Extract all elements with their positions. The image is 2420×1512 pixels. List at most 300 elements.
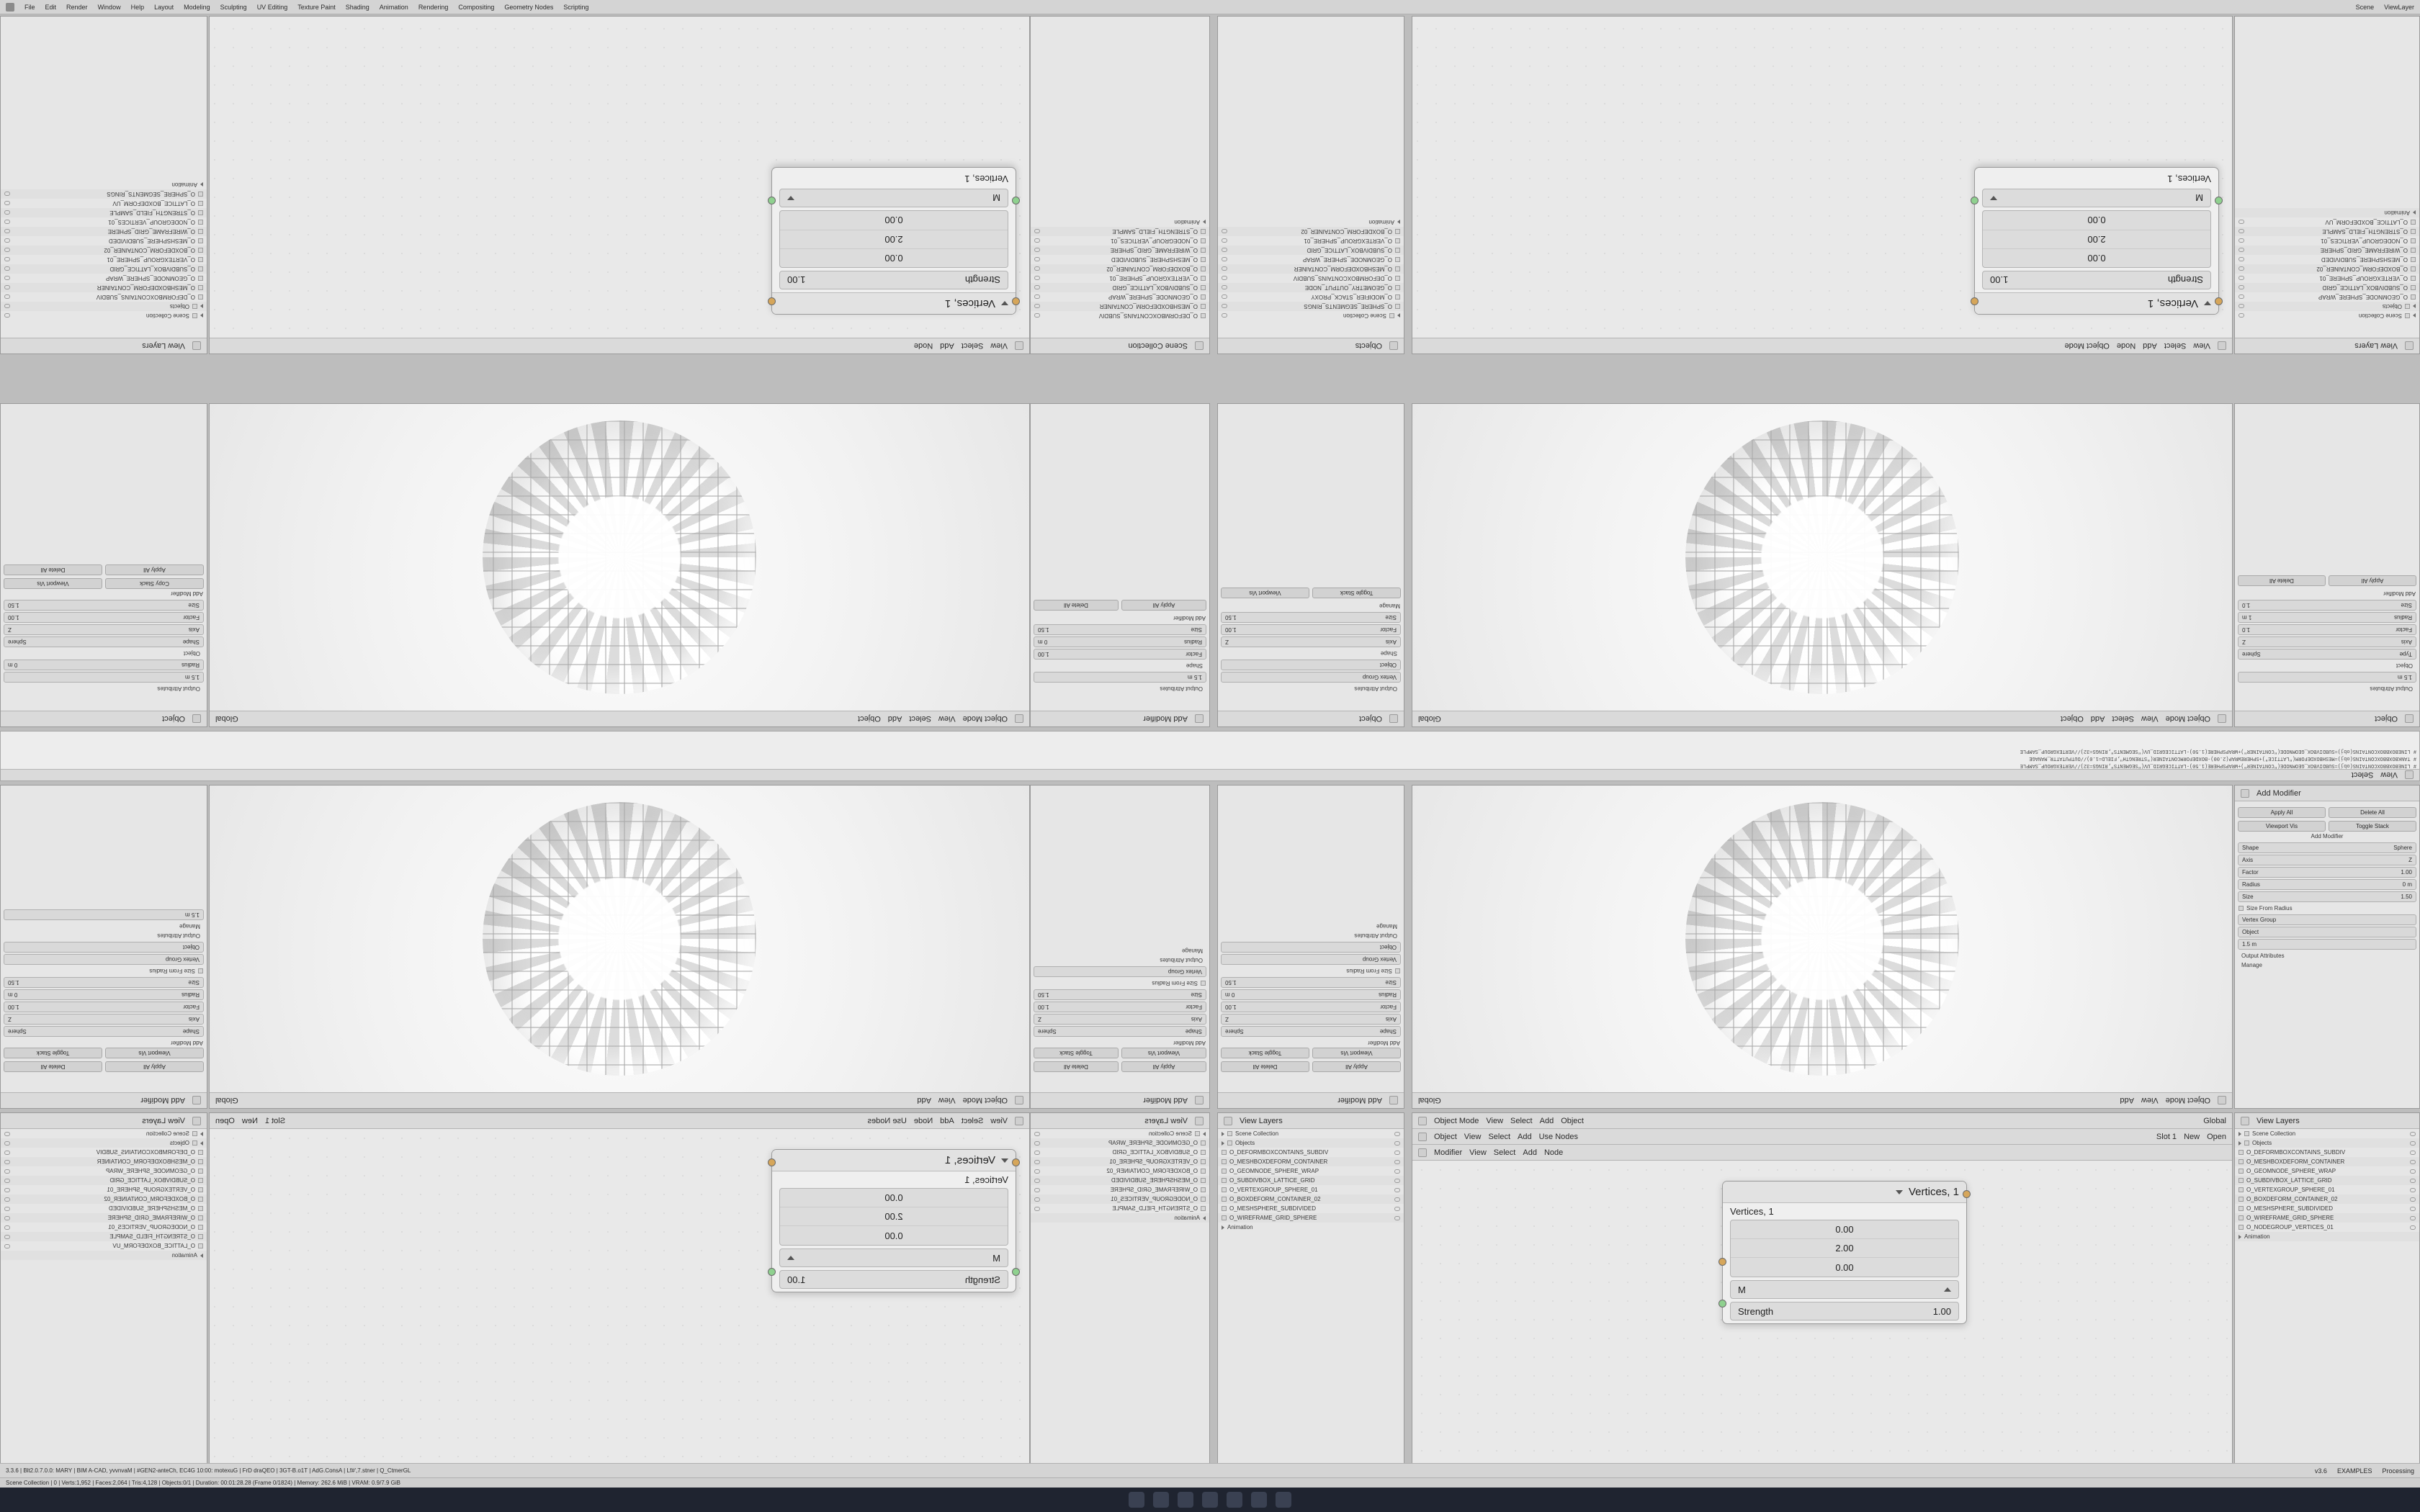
menu-view[interactable]: View: [990, 1116, 1008, 1125]
outliner-scene-collection[interactable]: Scene Collection: [1128, 341, 1188, 351]
sphere-object[interactable]: [1685, 802, 1959, 1076]
vector-z[interactable]: 0.00: [2087, 215, 2106, 226]
geometry-in-socket[interactable]: [1012, 197, 1020, 204]
viewport-header-left[interactable]: [210, 711, 1029, 726]
field-value[interactable]: Z: [8, 1016, 12, 1022]
taskbar-icon-files[interactable]: [1129, 1492, 1144, 1508]
vector-y[interactable]: 2.00: [1983, 230, 2210, 248]
text-editor-icon[interactable]: [2405, 771, 2414, 780]
geometry-in-socket[interactable]: [1012, 1268, 1020, 1276]
modifier-panel-right-r3[interactable]: [2234, 785, 2420, 1109]
axis-dropdown-icon[interactable]: [1990, 196, 1997, 200]
outliner-bottom-right[interactable]: [2234, 1112, 2420, 1472]
field-value[interactable]: 0 m: [1225, 991, 1235, 998]
properties-right-r2[interactable]: [2234, 403, 2420, 727]
slot-selector[interactable]: Slot 1: [2156, 1132, 2177, 1141]
viewport-canvas-right-r3[interactable]: [1412, 786, 2232, 1092]
node-canvas-br[interactable]: [1412, 1161, 2232, 1472]
open-button[interactable]: Open: [215, 1116, 235, 1125]
menu-object[interactable]: Object: [1561, 1116, 1584, 1125]
field-value[interactable]: 0 m: [2402, 881, 2412, 888]
menu-select[interactable]: Select: [1510, 1116, 1533, 1125]
editor-type-icon[interactable]: [1015, 1097, 1023, 1105]
topbar-menu-render[interactable]: Render: [66, 3, 88, 11]
node-vector-field[interactable]: [779, 1188, 1008, 1246]
size-from-radius-checkbox[interactable]: [1, 966, 207, 976]
editor-type-icon[interactable]: [1015, 1117, 1023, 1125]
field-value[interactable]: 1.00: [1038, 1004, 1049, 1010]
output-socket-vector[interactable]: [1963, 1190, 1971, 1198]
node-axis-row[interactable]: [1730, 1280, 1959, 1299]
node-vector-field[interactable]: [1730, 1220, 1959, 1277]
delete-all-button[interactable]: Delete All: [4, 564, 102, 575]
vector-in-socket[interactable]: [1718, 1258, 1726, 1266]
field-value[interactable]: 1.00: [2401, 869, 2412, 876]
menu-add[interactable]: Add: [940, 341, 954, 351]
wrench-icon[interactable]: [192, 715, 201, 724]
outliner-header-tl[interactable]: [1, 338, 207, 354]
node-header-bl[interactable]: [772, 1150, 1016, 1171]
menu-select[interactable]: Select: [961, 1116, 984, 1125]
sphere-object[interactable]: [483, 802, 756, 1076]
code-line-1[interactable]: # LINEBOXBBOXCONTAINS(obj)=SUBDIVBOX_GEOMNODE("CONTAINER")+WRAPSPHERE(1.50)-LATTICEGRID_UV("SEGMENTS",RINGS=32)//VERTEXGROUP_SAMPLE: [2020, 762, 2416, 768]
menu-add[interactable]: Add: [2120, 1096, 2134, 1105]
section-label[interactable]: Manage: [1379, 603, 1400, 609]
field-value[interactable]: Sphere: [8, 639, 27, 645]
node-canvas-bl[interactable]: [210, 1129, 1029, 1472]
editor-type-icon[interactable]: [2218, 342, 2226, 351]
outliner-view-layer-label[interactable]: View Layers: [1240, 1116, 1283, 1125]
output-attributes-section[interactable]: [1, 684, 207, 693]
node-canvas-tl[interactable]: [210, 17, 1029, 338]
viewport-vis-button[interactable]: Viewport Vis: [4, 578, 102, 589]
topbar-menu-file[interactable]: File: [24, 3, 35, 11]
section-label[interactable]: Add Modifier: [2383, 590, 2416, 597]
geometry-out-socket[interactable]: [768, 197, 776, 204]
text-editor-header[interactable]: [1, 769, 2419, 780]
topbar-menu-edit[interactable]: Edit: [45, 3, 57, 11]
node-vector-field[interactable]: [1982, 210, 2211, 268]
menu-node[interactable]: Node: [913, 1116, 933, 1125]
menu-add[interactable]: Add: [2090, 714, 2105, 724]
transform-orientation-label[interactable]: Global: [215, 714, 238, 724]
field-value[interactable]: 0 m: [1038, 639, 1048, 645]
outliner-top-right[interactable]: [2234, 16, 2420, 354]
field-value[interactable]: 1.5 m: [184, 674, 200, 680]
output-socket-vector[interactable]: [1971, 297, 1978, 305]
delete-all-button[interactable]: Delete All: [1221, 1061, 1309, 1072]
viewport-left-r3[interactable]: [209, 785, 1030, 1109]
apply-all-button[interactable]: Apply All: [1121, 600, 1206, 611]
viewport-canvas-left[interactable]: [210, 404, 1029, 711]
node-strength-row[interactable]: [1730, 1302, 1959, 1320]
modifier-panel-left-r3[interactable]: [0, 785, 207, 1109]
node-axis-row[interactable]: [1982, 189, 2211, 207]
toggle-stack-button[interactable]: Toggle Stack: [4, 1048, 102, 1058]
editor-type-icon[interactable]: [2218, 715, 2226, 724]
node-vector-field[interactable]: [779, 210, 1008, 268]
node-axis-row[interactable]: [779, 189, 1008, 207]
node-canvas-tr[interactable]: [1412, 17, 2232, 338]
editor-type-icon[interactable]: [1015, 715, 1023, 724]
menu-select[interactable]: Select: [909, 714, 931, 724]
viewport-vis-button[interactable]: Viewport Vis: [1312, 1048, 1401, 1058]
field-value[interactable]: 1.50: [1225, 979, 1237, 986]
delete-all-button[interactable]: Delete All: [1034, 600, 1119, 611]
section-label[interactable]: Add Modifier: [2311, 833, 2344, 840]
menu-node[interactable]: Node: [1543, 1148, 1564, 1157]
strength-value[interactable]: 1.00: [1932, 1305, 1951, 1317]
viewport-mode-label[interactable]: Object Mode: [962, 1096, 1008, 1105]
workspace-tab-geometry-nodes[interactable]: Geometry Nodes: [504, 3, 554, 11]
workspace-tab-rendering[interactable]: Rendering: [418, 3, 449, 11]
properties-left-r2[interactable]: [0, 403, 207, 727]
workspace-tab-modeling[interactable]: Modeling: [184, 3, 210, 11]
section-label[interactable]: Add Modifier: [1173, 1040, 1206, 1046]
node-header-tl[interactable]: [772, 292, 1016, 314]
section-label[interactable]: Add Modifier: [171, 590, 203, 597]
field-value[interactable]: Z: [8, 626, 12, 633]
topbar-viewlayer-label[interactable]: ViewLayer: [2384, 3, 2414, 11]
menu-view[interactable]: View: [2141, 1096, 2159, 1105]
viewport-header-right[interactable]: [1412, 711, 2232, 726]
editor-type-icon[interactable]: [2218, 1097, 2226, 1105]
viewport-vis-button[interactable]: Viewport Vis: [105, 1048, 204, 1058]
vector-z[interactable]: 0.00: [884, 215, 903, 226]
taskbar[interactable]: [0, 1488, 2420, 1512]
text-editor-strip[interactable]: [0, 731, 2420, 781]
field-value[interactable]: 1.5 m: [184, 912, 200, 918]
toggle-stack-button[interactable]: Toggle Stack: [1034, 1048, 1119, 1058]
node-axis-row[interactable]: [779, 1248, 1008, 1267]
viewport-vis-button[interactable]: Viewport Vis: [1121, 1048, 1206, 1058]
section-label[interactable]: Add Modifier: [1173, 615, 1206, 621]
field-value[interactable]: 1.00: [1225, 1004, 1237, 1010]
workspace-tab-sculpting[interactable]: Sculpting: [220, 3, 247, 11]
outliner-bottom-center-left[interactable]: [1030, 1112, 1210, 1472]
outliner-objects-label[interactable]: Objects: [1355, 341, 1382, 351]
output-socket-vector[interactable]: [768, 297, 776, 305]
field-value[interactable]: 1.50: [1038, 991, 1049, 998]
delete-all-button[interactable]: Delete All: [2329, 807, 2416, 818]
menu-add[interactable]: Add: [887, 714, 902, 724]
outliner-view-layer-label[interactable]: View Layers: [142, 341, 185, 351]
node-editor-top-right[interactable]: [1412, 16, 2233, 354]
use-nodes-toggle[interactable]: Use Nodes: [867, 1116, 907, 1125]
transform-orientation-label[interactable]: Global: [1418, 714, 1441, 724]
field-value[interactable]: 1.00: [1225, 626, 1237, 633]
viewport-header-right-r3[interactable]: [1412, 1092, 2232, 1108]
vector-x[interactable]: 0.00: [1731, 1220, 1958, 1239]
viewport-left[interactable]: [209, 403, 1030, 727]
menu-view[interactable]: View: [2380, 770, 2398, 780]
viewport-header-left-r3[interactable]: [210, 1092, 1029, 1108]
taskbar-icon-settings[interactable]: [1251, 1492, 1267, 1508]
sphere-object[interactable]: [483, 420, 756, 694]
new-button[interactable]: New: [2184, 1132, 2200, 1141]
field-value[interactable]: 1.0: [2242, 626, 2251, 633]
menu-select[interactable]: Select: [961, 341, 984, 351]
editor-type-icon[interactable]: [1015, 342, 1023, 351]
code-line-2[interactable]: # TANKBOXBBOXCONTAINS(obj)=MESHBOXDEFORM("LATTICE")+SPHEREWRAP(2.00)-BOXDEFORMCONTAINER("STRENGTH",FIELD=1.0)//OUTPUTATTR_MANAGE: [2029, 755, 2416, 761]
copy-stack-button[interactable]: Copy Stack: [105, 578, 204, 589]
apply-all-button[interactable]: Apply All: [105, 564, 204, 575]
use-nodes-toggle[interactable]: Use Nodes: [1538, 1132, 1579, 1141]
field-value[interactable]: 1.00: [8, 1004, 19, 1010]
sphere-object[interactable]: [1685, 420, 1959, 694]
section-label[interactable]: Add Modifier: [171, 1040, 203, 1046]
viewport-canvas-right[interactable]: [1412, 404, 2232, 711]
outliner-bottom-center-right[interactable]: [1217, 1112, 1404, 1472]
field-value[interactable]: 1.00: [1038, 651, 1049, 657]
outliner-rows-tcr[interactable]: [1218, 217, 1404, 338]
output-socket-vector[interactable]: [768, 1158, 776, 1166]
menu-add[interactable]: Add: [2143, 341, 2157, 351]
menu-add[interactable]: Add: [1539, 1116, 1554, 1125]
size-from-radius-checkbox[interactable]: [2235, 904, 2419, 913]
strength-value[interactable]: 1.00: [787, 1274, 806, 1285]
geometry-out-socket[interactable]: [768, 1268, 776, 1276]
wrench-icon[interactable]: [2241, 789, 2249, 798]
menu-select[interactable]: Select: [2164, 341, 2187, 351]
node-editor-bottom-right[interactable]: [1412, 1112, 2233, 1472]
node-editor-modifier-header-br[interactable]: [1412, 1145, 2232, 1161]
node-editor-header-tl[interactable]: [210, 338, 1029, 354]
node-strength-row[interactable]: [1982, 271, 2211, 289]
menu-view[interactable]: View: [1469, 1148, 1487, 1157]
menu-select[interactable]: Select: [2112, 714, 2134, 724]
vertices-node-br[interactable]: [1722, 1181, 1967, 1324]
wrench-icon[interactable]: [1389, 715, 1398, 724]
outliner-rows-tl[interactable]: [1, 180, 207, 338]
field-value[interactable]: 1.50: [1038, 626, 1049, 633]
field-value[interactable]: 0 m: [8, 662, 18, 668]
field-value[interactable]: Z: [2408, 857, 2412, 863]
strength-value[interactable]: 1.00: [1990, 274, 2009, 286]
wrench-icon[interactable]: [192, 1097, 201, 1105]
field-value[interactable]: Z: [1225, 1016, 1229, 1022]
outliner-header-tcr[interactable]: [1218, 338, 1404, 354]
workspace-tab-uv[interactable]: UV Editing: [256, 3, 288, 11]
viewport-vis-button[interactable]: Viewport Vis: [1221, 588, 1309, 598]
modifier-panel-cr-r3[interactable]: [1217, 785, 1404, 1109]
menu-select[interactable]: Select: [1493, 1148, 1516, 1157]
field-value[interactable]: 1.5 m: [1187, 674, 1202, 680]
modifier-label[interactable]: Modifier: [1434, 1148, 1463, 1157]
menu-add[interactable]: Add: [917, 1096, 931, 1105]
apply-all-button[interactable]: Apply All: [2329, 575, 2416, 586]
taskbar-icon-media[interactable]: [1276, 1492, 1291, 1508]
outliner-view-layer-label[interactable]: View Layers: [142, 1116, 185, 1125]
outliner-bottom-left[interactable]: [0, 1112, 207, 1472]
viewport-right-r3[interactable]: [1412, 785, 2233, 1109]
menu-view[interactable]: View: [2141, 714, 2159, 724]
node-header-br[interactable]: [1723, 1182, 1966, 1203]
delete-all-button[interactable]: Delete All: [4, 1061, 102, 1072]
input-socket-vector[interactable]: [2215, 297, 2223, 305]
input-socket-vector[interactable]: [1012, 297, 1020, 305]
geometry-in-socket[interactable]: [1718, 1300, 1726, 1308]
properties-body[interactable]: [1, 562, 207, 711]
node-editor-subheader-br[interactable]: [1412, 1129, 2232, 1145]
field-value[interactable]: 1.5 m: [2242, 941, 2257, 948]
field-value[interactable]: Sphere: [2393, 845, 2412, 851]
apply-all-button[interactable]: Apply All: [2238, 807, 2326, 818]
transform-orientation-label[interactable]: Global: [215, 1096, 238, 1105]
section-label[interactable]: Manage: [179, 923, 200, 930]
input-socket-vector[interactable]: [1012, 1158, 1020, 1166]
outliner-header-tr[interactable]: [2235, 338, 2419, 354]
taskbar-icon-terminal[interactable]: [1153, 1492, 1169, 1508]
mode-selector[interactable]: Object Mode: [1434, 1116, 1479, 1125]
menu-object[interactable]: Object: [858, 714, 881, 724]
object-label[interactable]: Object: [1434, 1132, 1457, 1141]
viewport-mode-label[interactable]: Object Mode: [962, 714, 1008, 724]
node-editor-top-left[interactable]: [209, 16, 1030, 354]
menu-add[interactable]: Add: [1523, 1148, 1537, 1157]
workspace-tab-scripting[interactable]: Scripting: [563, 3, 589, 11]
field-value[interactable]: Z: [2242, 639, 2246, 645]
vertices-node-bl[interactable]: [771, 1149, 1016, 1292]
field-value[interactable]: 1.00: [8, 614, 19, 621]
field-value[interactable]: 0 m: [8, 991, 18, 998]
new-button[interactable]: New: [241, 1116, 258, 1125]
field-value[interactable]: 1 m: [2242, 614, 2252, 621]
menu-view[interactable]: View: [1464, 1132, 1482, 1141]
outliner-view-layer-label[interactable]: View Layers: [1144, 1116, 1188, 1125]
workspace-tab-compositing[interactable]: Compositing: [458, 3, 495, 11]
node-editor-header-tr[interactable]: [1412, 338, 2232, 354]
toggle-stack-button[interactable]: Toggle Stack: [1221, 1048, 1309, 1058]
toggle-stack-button[interactable]: Toggle Stack: [1312, 588, 1401, 598]
wrench-icon[interactable]: [1195, 1097, 1204, 1105]
menu-node[interactable]: Node: [913, 341, 933, 351]
vector-x[interactable]: 0.00: [1983, 248, 2210, 267]
apply-all-button[interactable]: Apply All: [1121, 1061, 1206, 1072]
vertices-node-tr[interactable]: [1974, 167, 2219, 315]
viewport-mode-label[interactable]: Object Mode: [2165, 1096, 2210, 1105]
collapse-caret-icon[interactable]: [1001, 302, 1008, 306]
section-label[interactable]: Manage: [1182, 948, 1203, 954]
vertices-node-tl[interactable]: [771, 167, 1016, 315]
node-editor-bottom-left[interactable]: [209, 1112, 1030, 1472]
field-value[interactable]: Sphere: [2242, 651, 2261, 657]
field-value[interactable]: 1.50: [8, 602, 19, 608]
apply-all-button[interactable]: Apply All: [1312, 1061, 1401, 1072]
section-label[interactable]: Manage: [1376, 923, 1397, 930]
outliner-top-center-right[interactable]: [1217, 16, 1404, 354]
node-editor-header-bl[interactable]: [210, 1113, 1029, 1129]
workspace-tab-texture-paint[interactable]: Texture Paint: [297, 3, 336, 11]
axis-dropdown-icon[interactable]: [1944, 1287, 1951, 1292]
toggle-stack-button[interactable]: Toggle Stack: [2329, 821, 2416, 832]
transform-orientation-label[interactable]: Global: [2203, 1116, 2226, 1125]
wrench-icon[interactable]: [2405, 715, 2414, 724]
menu-view[interactable]: View: [990, 341, 1008, 351]
outliner-view-layer-label[interactable]: View Layers: [2257, 1116, 2300, 1125]
field-value[interactable]: Sphere: [1225, 1028, 1244, 1035]
field-value[interactable]: 1.50: [2401, 894, 2412, 900]
outliner-top-left[interactable]: [0, 16, 207, 354]
axis-dropdown-icon[interactable]: [787, 196, 794, 200]
collapse-caret-icon[interactable]: [1001, 1158, 1008, 1163]
properties-center-right-r2[interactable]: [1217, 403, 1404, 727]
open-button[interactable]: Open: [2207, 1132, 2226, 1141]
workspace-tab-layout[interactable]: Layout: [154, 3, 174, 11]
outliner-view-layer-label[interactable]: View Layers: [2354, 341, 2398, 351]
collapse-caret-icon[interactable]: [1896, 1190, 1903, 1194]
section-label[interactable]: Add Modifier: [1368, 1040, 1400, 1046]
node-header-tr[interactable]: [1975, 292, 2218, 314]
strength-value[interactable]: 1.00: [787, 274, 806, 286]
menu-select[interactable]: Select: [1488, 1132, 1511, 1141]
topbar-menu-window[interactable]: Window: [97, 3, 121, 11]
field-value[interactable]: 1.0: [2242, 602, 2251, 608]
outliner-rows-tcl[interactable]: [1031, 217, 1209, 338]
wrench-icon[interactable]: [1389, 1097, 1398, 1105]
menu-add[interactable]: Add: [1518, 1132, 1532, 1141]
vector-y[interactable]: 2.00: [780, 230, 1008, 248]
field-value[interactable]: Z: [1225, 639, 1229, 645]
node-strength-row[interactable]: [779, 1270, 1008, 1289]
field-value[interactable]: Sphere: [1038, 1028, 1057, 1035]
viewport-canvas-left-r3[interactable]: [210, 786, 1029, 1092]
axis-dropdown-icon[interactable]: [787, 1256, 794, 1260]
workspace-tab-shading[interactable]: Shading: [345, 3, 369, 11]
vector-z[interactable]: 0.00: [884, 1230, 903, 1241]
topbar-menu-help[interactable]: Help: [130, 3, 145, 11]
object-icon[interactable]: [1418, 1133, 1427, 1141]
menu-add[interactable]: Add: [940, 1116, 954, 1125]
taskbar-icon-blender[interactable]: [1227, 1492, 1242, 1508]
vector-y[interactable]: 2.00: [780, 1207, 1008, 1226]
taskbar-icon-editor[interactable]: [1202, 1492, 1218, 1508]
topbar-scene-label[interactable]: Scene: [2355, 3, 2375, 11]
field-value[interactable]: 1.50: [1225, 614, 1237, 621]
outliner-top-center-left[interactable]: [1030, 16, 1210, 354]
viewport-mode-label[interactable]: Object Mode: [2165, 714, 2210, 724]
vector-y[interactable]: 2.00: [1731, 1239, 1958, 1258]
slot-selector[interactable]: Slot 1: [264, 1116, 286, 1125]
wrench-icon[interactable]: [1195, 715, 1204, 724]
menu-object[interactable]: Object: [2061, 714, 2084, 724]
viewport-right[interactable]: [1412, 403, 2233, 727]
geometry-out-socket[interactable]: [1971, 197, 1978, 204]
menu-node[interactable]: Node: [2116, 341, 2136, 351]
delete-all-button[interactable]: Delete All: [1034, 1061, 1119, 1072]
geometry-in-socket[interactable]: [2215, 197, 2223, 204]
viewport-vis-button[interactable]: Viewport Vis: [2238, 821, 2326, 832]
node-strength-row[interactable]: [779, 271, 1008, 289]
menu-select[interactable]: Select: [2351, 770, 2374, 780]
workspace-tab-animation[interactable]: Animation: [379, 3, 408, 11]
delete-all-button[interactable]: Delete All: [2238, 575, 2326, 586]
size-from-radius-checkbox[interactable]: [1031, 978, 1209, 988]
field-value[interactable]: 1.5 m: [2397, 674, 2412, 680]
collapse-caret-icon[interactable]: [2204, 302, 2211, 306]
size-from-radius-checkbox[interactable]: [1218, 966, 1404, 976]
menu-object[interactable]: Object Mode: [2064, 341, 2110, 351]
modifier-panel-cl-r3[interactable]: [1030, 785, 1210, 1109]
vector-x[interactable]: 0.00: [780, 1189, 1008, 1207]
menu-view[interactable]: View: [938, 1096, 956, 1105]
modifier-icon[interactable]: [1418, 1148, 1427, 1157]
vector-x[interactable]: 0.00: [780, 248, 1008, 267]
menu-view[interactable]: View: [938, 714, 956, 724]
editor-type-icon[interactable]: [1418, 1117, 1427, 1125]
field-value[interactable]: Sphere: [8, 1028, 27, 1035]
node-editor-header-br[interactable]: [1412, 1113, 2232, 1129]
